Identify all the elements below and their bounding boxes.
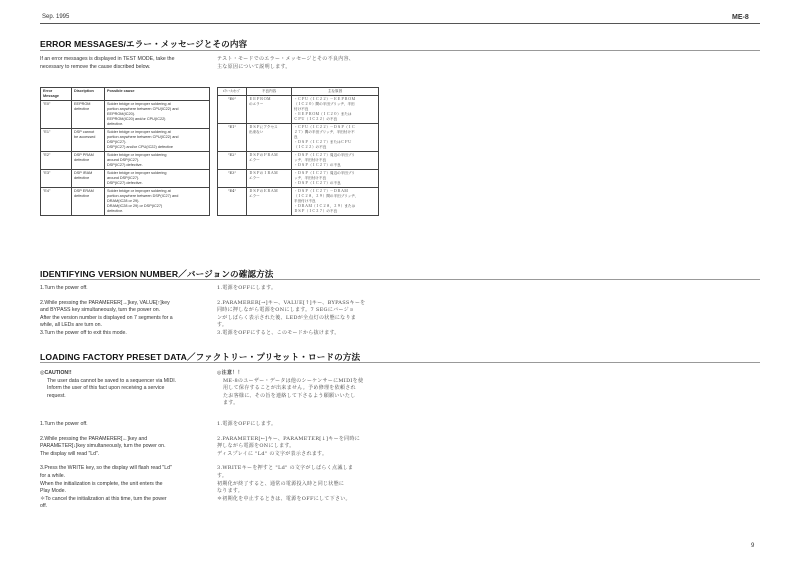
error-table-jp [217,87,379,216]
table-row [218,96,379,124]
error-desc: DSP IRAM defective [72,170,105,188]
table-row [218,124,379,152]
error-desc: EEPROM defective [72,101,105,129]
error-code: "E1" [218,124,247,152]
caution-en: ◎CAUTION!! The user data cannot be saved to a sequencer via MIDI. Inform the user of this fact upon receiving a service request. [40,370,210,400]
error-desc: ＤＳＰにアクセス 出来ない [247,124,292,152]
col-possible-cause: Possible cause [105,88,210,101]
error-section-title: ERROR MESSAGES/エラー・メッセージとその内容 [40,39,248,49]
col-description-jp: 不良内容 [247,88,292,96]
factory-steps-en: 1.Turn the power off. 2.While pressing the PARAMERER[←]key and PARAMETER[↓]key simultaneously, turn the power on. The display will read "Ld". 3.Press the WRITE key, so the display will flash read "Ld" for a while. When the initialization is complete, the unit enters the Play Mode. ＊To cancel the initialization at this time, turn the power off. [40,421,172,510]
table-row [218,152,379,170]
table-row [41,170,210,188]
error-desc: DSP PRAM defective [72,152,105,170]
factory-steps-jp: 1.電源をOFFにします。 2.PARAMETER[←]キー、PARAMETER[↓]キーを同時に 押しながら電源をONにします。 ディスプレイに "Ld" の文字が表示されます。 3.WRITEキーを押すと "Ld" の文字がしばらく点滅しま す。 初期化が終了すると、通常の電源投入時と同じ状態に なります。 ＊初期化を中止するときは、電源をOFFにして下さい。 [217,421,361,502]
table-header-row [218,88,379,96]
error-intro-en: If an error messages is displayed in TEST MODE, take the necessary to remove the cause discribed below. [40,56,175,70]
table-row [41,152,210,170]
version-section-title: IDENTIFYING VERSION NUMBER／バージョンの確認方法 [40,269,274,279]
col-description: Discription [72,88,105,101]
header-rule [40,23,760,24]
table-row [218,170,379,188]
factory-title-rule [40,362,760,363]
error-cause: ・ＣＰＵ（ＩＣ２２）－ＥＥＰＲＯＭ （ＩＣ２０）間の半田ブリッヂ、半田 付け不良 ・ＥＥＰＲＯＭ（ＩＣ２０）または ＣＰＵ（ＩＣ２２）の不良 [292,96,379,124]
error-code: "E3" [41,170,72,188]
caution-en-title: ◎CAUTION!! [40,370,72,376]
error-cause: Solder bridge or improper soldering at portion anywhere between CPU(IC22) and DSP(IC27). DSP(IC27) and/or CPU(IC22) defective [105,129,210,152]
error-desc: ＥＥＰＲＯＭ のエラー [247,96,292,124]
error-desc: ＤＳＰのＥＲＡＭ エラー [247,188,292,216]
col-cause-jp: 主な原因 [292,88,379,96]
error-desc: DSP ERAM defective [72,188,105,216]
version-title-rule [40,279,760,280]
error-code: "E0" [41,101,72,129]
caution-jp-title: ◎注意！！ [217,370,243,376]
error-desc: ＤＳＰのＩＲＡＭ エラー [247,170,292,188]
error-code: "E4" [218,188,247,216]
version-steps-en: 1.Turn the power off. 2.While pressing the PARAMERER[→]key, VALUE[↑]key and BYPASS key simultaneously, turn the power on. After the version number is displayed on 7 segments for a while, all LEDs are turn on. 3.Turn the power off to exit this mode. [40,285,173,336]
table-row [218,188,379,216]
col-error-message-jp: ｴﾗｰ･ﾒｯｾｰｼﾞ [218,88,247,96]
page-number: 9 [751,543,755,549]
error-intro-jp: テスト・モードでのエラー・メッセージとその不良内容、 主な原因について説明します。 [217,56,355,70]
version-steps-jp: 1.電源をOFFにします。 2.PARAMERER[→]キー、VALUE[↑]キー、BYPASSキーを 同時に押しながら電源をONにします。7 SEGにバージョ ンがしばらく表示された後、LEDが全点灯の状態になりま す。 3.電源をOFFにすると、このモードから抜けます。 [217,285,366,336]
error-desc: ＤＳＰのＰＲＡＭ エラー [247,152,292,170]
model-label: ME-8 [732,14,749,21]
error-title-rule [40,50,760,51]
col-error-message: Error Message [41,88,72,101]
table-header-row [41,88,210,101]
caution-jp: ◎注意！！ ME-8のユーザー・データは他のシーケンサーにMIDIを使 用して保存することが出来ません。予め修理を依頼され たお客様に、その旨を連絡して下さるよう願願いいたし ます。 [217,370,387,408]
error-cause: Solder bridge or improper soldering at portion anywhere between DSP(IC27) and DRAM(IC28 or 29). DRAM(IC28 or 29) or DSP(IC27) defective. [105,188,210,216]
error-cause: ・ＤＳＰ（ＩＣ２７）－ＤＲＡＭ （ＩＣ２８，２９）間の半田ブリッヂ、 半田付け不良 ・ＤＲＡＭ（ＩＣ２８，２９）または ＤＳＰ（ＩＣ２７）の不良 [292,188,379,216]
factory-section-title: LOADING FACTORY PRESET DATA／ファクトリー・プリセット・ロードの方法 [40,352,361,362]
error-cause: Solder bridge or improper soldering around DSP(IC27). DSP(IC27) defective. [105,170,210,188]
error-code: "E3" [218,170,247,188]
error-code: "E2" [218,152,247,170]
error-code: "E2" [41,152,72,170]
error-code: "E1" [41,129,72,152]
error-code: "E0" [218,96,247,124]
table-row [41,188,210,216]
table-row [41,101,210,129]
error-cause: Solder bridge or improper soldering at portion anywhere between CPU(IC22) and EEPROM(IC20). EEPROM(IC20) and/or CPU(IC22) defective. [105,101,210,129]
table-row [41,129,210,152]
error-cause: ・ＣＰＵ（ＩＣ２２）－ＤＳＰ（ＩＣ ２７）間の半田ブリッヂ、半田付け不 良 ・ＤＳＰ（ＩＣ２７）またはＣＰＵ （ＩＣ２２）の不良 [292,124,379,152]
error-cause: ・ＤＳＰ（ＩＣ２７）周辺の半田ブリ ッヂ、半田付け不良 ・ＤＳＰ（ＩＣ２７）の不良 [292,152,379,170]
error-cause: ・ＤＳＰ（ＩＣ２７）周辺の半田ブリ ッヂ、半田付け不良 ・ＤＳＰ（ＩＣ２７）の不良 [292,170,379,188]
error-desc: DSP cannot be accessed [72,129,105,152]
error-cause: Solder bridge or improper soldering around DSP(IC27). DSP(IC27) defective. [105,152,210,170]
error-table-en [40,87,210,216]
error-code: "E4" [41,188,72,216]
date-label: Sep. 1995 [42,14,70,20]
